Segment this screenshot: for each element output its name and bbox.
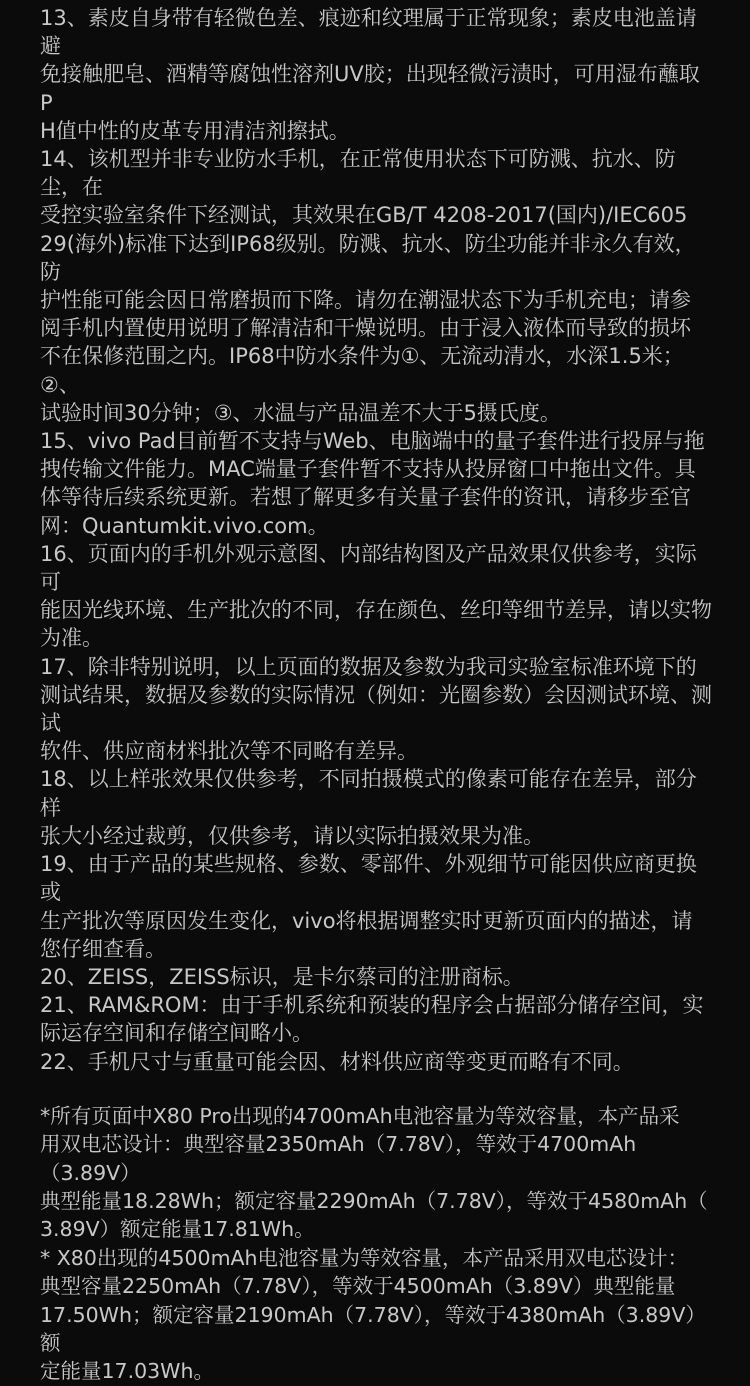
note-19: 19、由于产品的某些规格、参数、零部件、外观细节可能因供应商更换或 生产批次等原因发生变化，vivo将根据调整实时更新页面内的描述，请 您仔细查看。 [40,852,697,961]
note-15: 15、vivo Pad目前暂不支持与Web、电脑端中的量子套件进行投屏与拖 拽传输文件能力。MAC端量子套件暂不支持从投屏窗口中拖出文件。具 体等待后续系统更新。若想了解更多有关量子套件的资讯，请移步至官 网：Quantumkit.vivo.com。 [40,429,705,538]
section-spacer [40,1076,712,1102]
note-14: 14、该机型并非专业防水手机，在正常使用状态下可防溅、抗水、防尘，在 受控实验室条件下经测试，其效果在GB/T 4208-2017(国内)/IEC605 29(海外)标准下达到IP68级别。防溅、抗水、防尘功能并非永久有效，防 护性能可能会因日常磨损而下降。请勿在潮湿状态下为手机充电；请参 阅手机内置使用说明了解清洁和干燥说明。由于浸入液体而导致的损坏 不在保修范围之内。IP68中防水条件为①、无流动清水，水深1.5米；②、 试验时间30分钟；③、水温与产品温差不大于5摄氏度。 [40,147,696,425]
notes-list [40,4,712,1076]
note-22: 22、手机尺寸与重量可能会因、材料供应商等变更而略有不同。 [40,1049,634,1074]
note-13: 13、素皮自身带有轻微色差、痕迹和纹理属于正常现象；素皮电池盖请避 免接触肥皂、酒精等腐蚀性溶剂UV胶；出现轻微污渍时，可用湿布蘸取P H值中性的皮革专用清洁剂擦拭。 [40,6,700,143]
footnote-x80-pro-battery: *所有页面中X80 Pro出现的4700mAh电池容量为等效容量，本产品采 用双电芯设计：典型容量2350mAh（7.78V），等效于4700mAh（3.89V） 典型能量18.28Wh；额定容量2290mAh（7.78V），等效于4580mAh（ 3.89V）额定能量17.81Wh。 [40,1103,708,1242]
note-21: 21、RAM&ROM：由于手机系统和预装的程序会占据部分储存空间，实 际运存空间和存储空间略小。 [40,993,704,1046]
disclaimer-content [40,0,712,1386]
note-20: 20、ZEISS，ZEISS标识，是卡尔蔡司的注册商标。 [40,964,524,989]
battery-footnotes [40,1102,712,1386]
note-16: 16、页面内的手机外观示意图、内部结构图及产品效果仅供参考，实际可 能因光线环境、生产批次的不同，存在颜色、丝印等细节差异，请以实物 为准。 [40,541,712,651]
note-18: 18、以上样张效果仅供参考，不同拍摄模式的像素可能存在差异，部分样 张大小经过裁剪，仅供参考，请以实际拍摄效果为准。 [40,767,697,848]
note-17: 17、除非特别说明，以上页面的数据及参数为我司实验室标准环境下的 测试结果，数据及参数的实际情况（例如：光圈参数）会因测试环境、测试 软件、供应商材料批次等不同略有差异。 [40,654,712,764]
footnote-x80-battery: * X80出现的4500mAh电池容量为等效容量，本产品采用双电芯设计： 典型容量2250mAh（7.78V），等效于4500mAh（3.89V）典型能量 17.50Wh；额定容量2190mAh（7.78V），等效于4380mAh（3.89V）额 定能量17.03Wh。 [40,1245,706,1384]
